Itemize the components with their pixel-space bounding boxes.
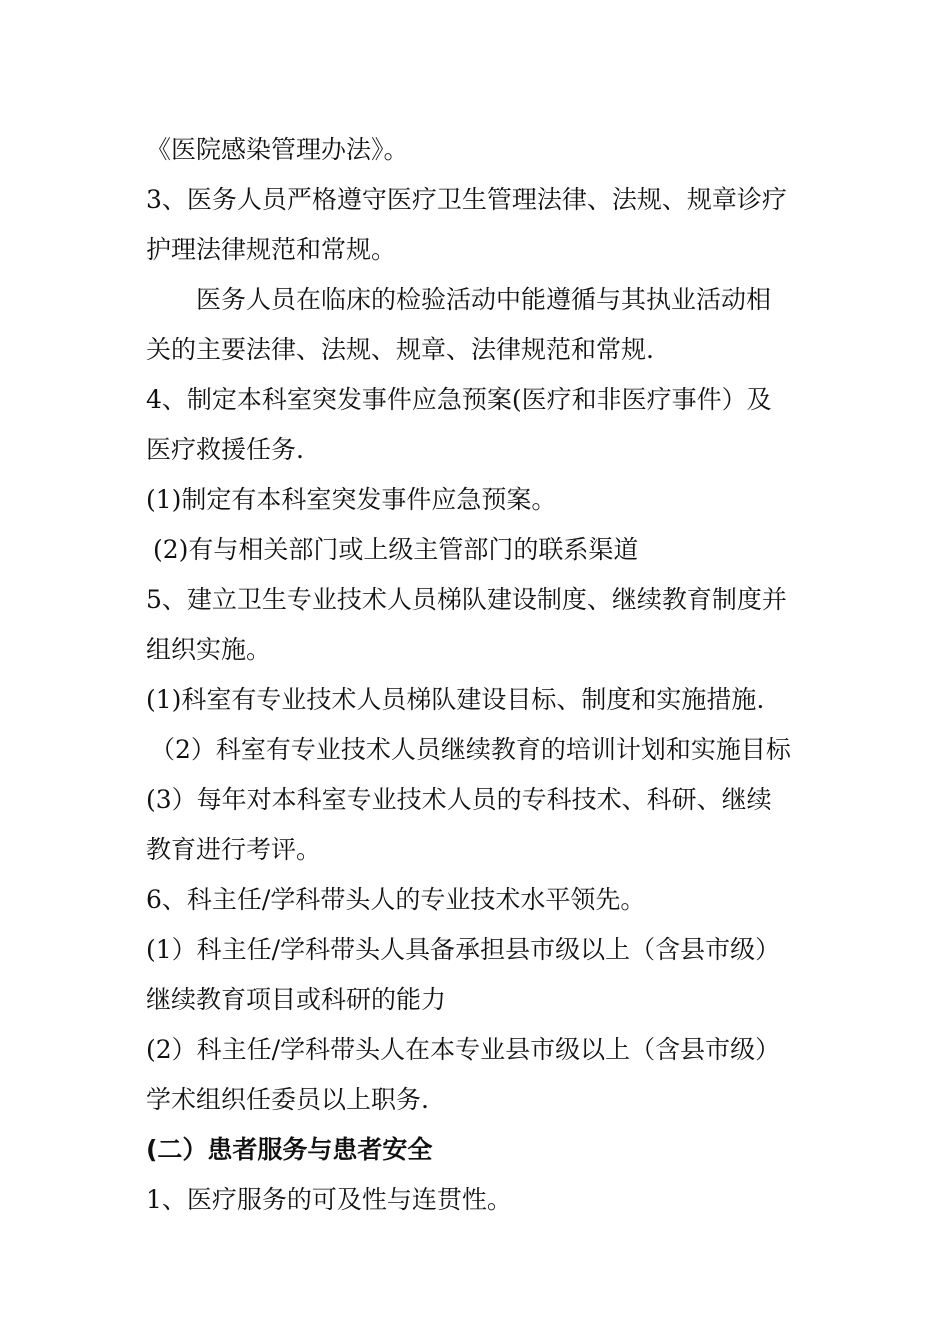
text-line: (3）每年对本科室专业技术人员的专科技术、科研、继续 xyxy=(146,785,772,814)
text-line: (1)制定有本科室突发事件应急预案。 xyxy=(146,485,557,514)
section-heading: (二）患者服务与患者安全 xyxy=(146,1135,433,1164)
text-line: 医疗救援任务. xyxy=(146,435,304,464)
text-line: 6、科主任/学科带头人的专业技术水平领先。 xyxy=(146,885,646,914)
text-line: (2)有与相关部门或上级主管部门的联系渠道 xyxy=(153,535,639,564)
text-line: 继续教育项目或科研的能力 xyxy=(146,985,447,1014)
text-line: 5、建立卫生专业技术人员梯队建设制度、继续教育制度并 xyxy=(146,585,787,614)
paragraph-first-line: 医务人员在临床的检验活动中能遵循与其执业活动相 xyxy=(196,285,772,314)
text-line: 关的主要法律、法规、规章、法律规范和常规. xyxy=(146,335,654,364)
text-line: (1)科室有专业技术人员梯队建设目标、制度和实施措施. xyxy=(146,685,765,714)
text-line: 3、医务人员严格遵守医疗卫生管理法律、法规、规章诊疗 xyxy=(146,185,787,214)
text-line: (1）科主任/学科带头人具备承担县市级以上（含县市级） xyxy=(146,935,781,964)
text-line: 教育进行考评。 xyxy=(146,835,322,864)
text-line: 学术组织任委员以上职务. xyxy=(146,1085,429,1114)
text-line: 4、制定本科室突发事件应急预案(医疗和非医疗事件）及 xyxy=(146,385,772,414)
text-line: (2）科主任/学科带头人在本专业县市级以上（含县市级） xyxy=(146,1035,781,1064)
text-line: 组织实施。 xyxy=(146,635,272,664)
text-line: 护理法律规范和常规。 xyxy=(146,235,397,264)
text-line: （2）科室有专业技术人员继续教育的培训计划和实施目标 xyxy=(150,735,791,764)
text-line: 《医院感染管理办法》。 xyxy=(146,135,409,164)
text-line: 1、医疗服务的可及性与连贯性。 xyxy=(146,1185,512,1214)
